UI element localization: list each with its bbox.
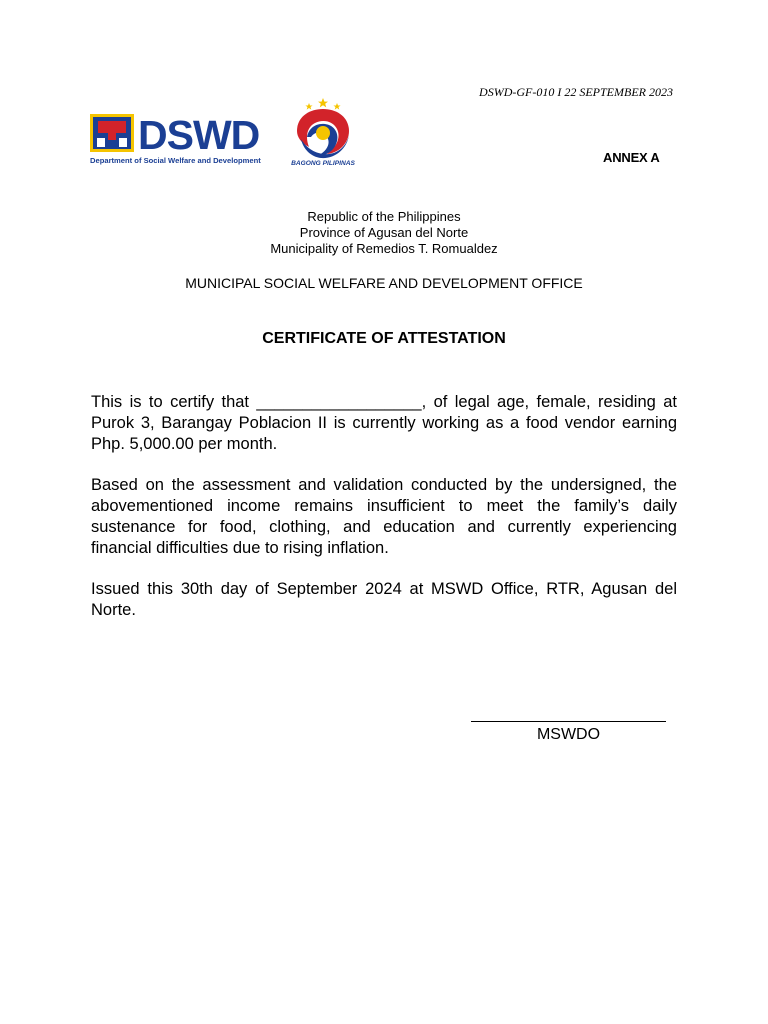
paragraph-assessment: Based on the assessment and validation conducted by the undersigned, the abovementioned income remains insufficient to meet the family’s daily sustenance for food, clothing, and education and currently experiencing financial difficulties due to rising inflation.	[91, 476, 677, 557]
address-line-country: Republic of the Philippines	[307, 209, 461, 224]
certificate-title: CERTIFICATE OF ATTESTATION	[262, 330, 506, 347]
address-line-province: Province of Agusan del Norte	[299, 225, 469, 240]
annex-label: ANNEX A	[603, 150, 660, 165]
address-block	[0, 209, 768, 257]
signatory-title: MSWDO	[536, 726, 601, 743]
office-name: MUNICIPAL SOCIAL WELFARE AND DEVELOPMENT OFFICE	[185, 275, 583, 291]
paragraph-certification: This is to certify that __________________, of legal age, female, residing at Purok 3, Barangay Poblacion II is currently working as a food vendor earning Php. 5,000.00 per month.	[91, 393, 677, 453]
paragraph-issued: Issued this 30th day of September 2024 at MSWD Office, RTR, Agusan del Norte.	[91, 580, 677, 619]
form-code: DSWD-GF-010 I 22 SEPTEMBER 2023	[479, 85, 673, 99]
signature-line	[471, 721, 666, 722]
address-line-municipality: Municipality of Remedios T. Romualdez	[270, 241, 498, 256]
dswd-logo-text: DSWD	[138, 112, 260, 158]
dswd-logo	[89, 112, 274, 168]
bagong-logo-text: BAGONG PILIPINAS	[291, 160, 355, 167]
dswd-logo-subtitle: Department of Social Welfare and Development	[90, 156, 261, 165]
bagong-pilipinas-logo	[287, 97, 359, 167]
